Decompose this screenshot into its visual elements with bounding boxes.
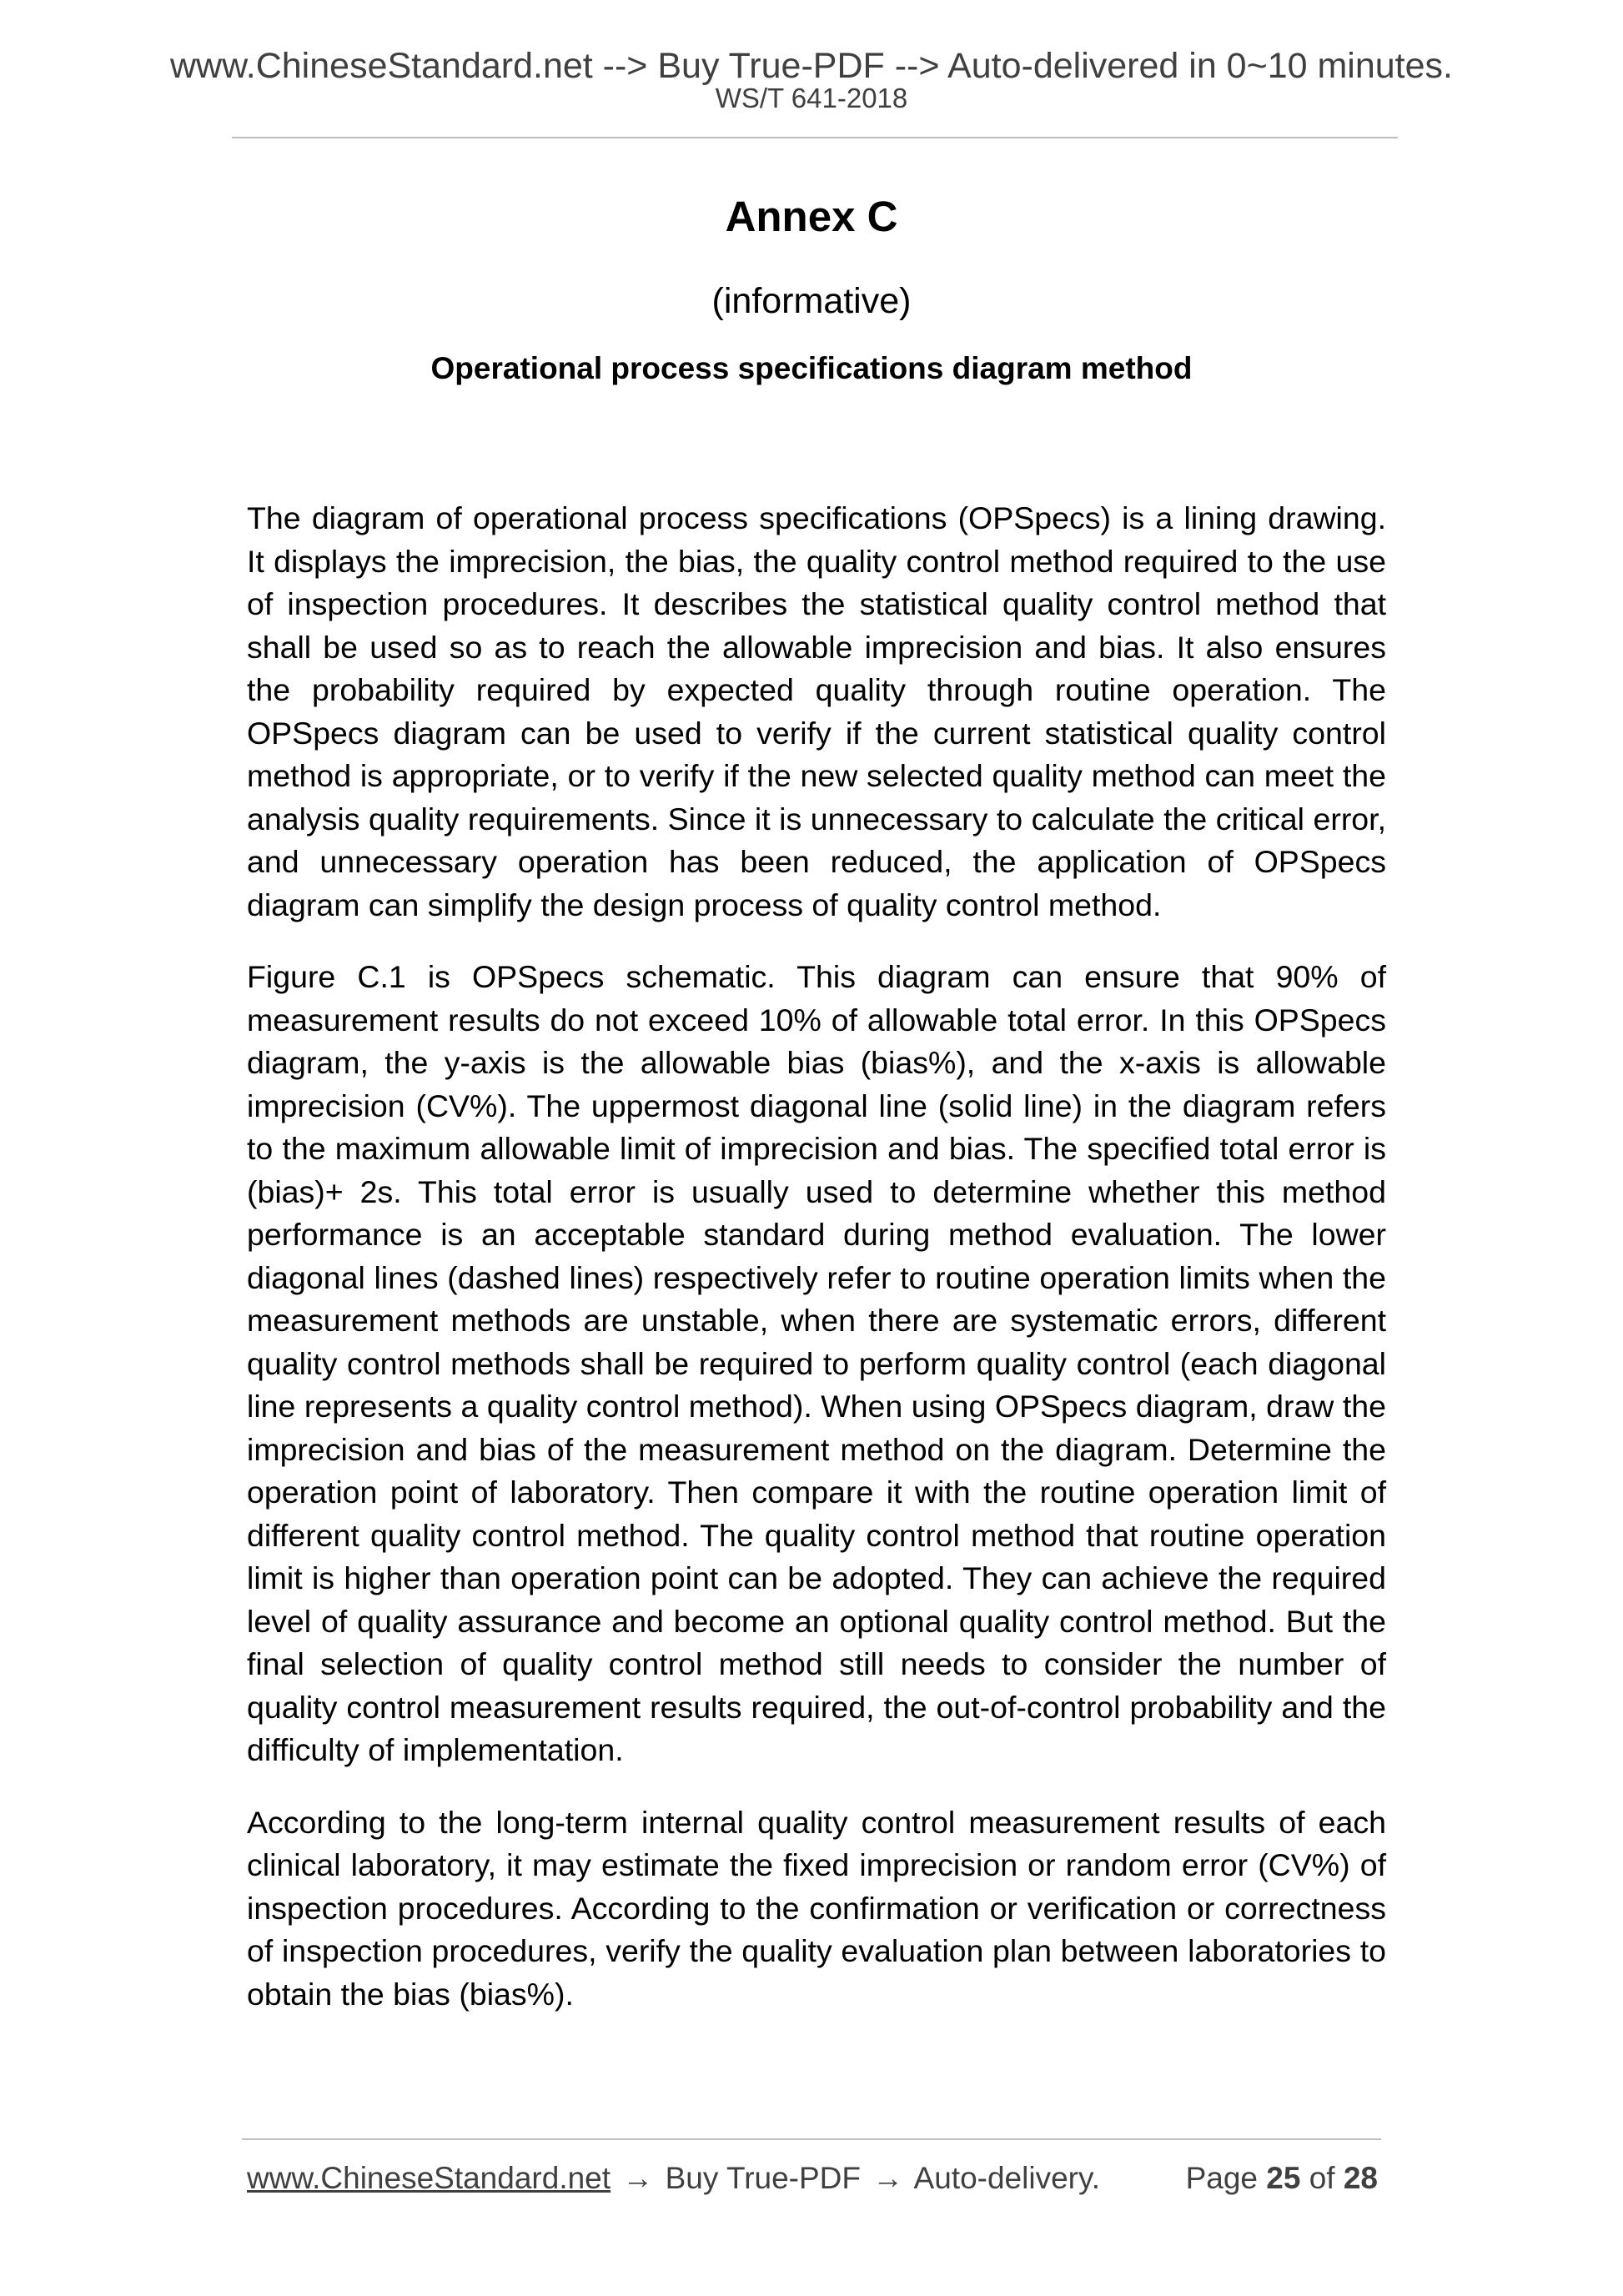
footer-delivery-text: Auto-delivery.: [913, 2161, 1101, 2195]
of-label: of: [1309, 2161, 1335, 2195]
page-indicator: [1186, 2158, 1378, 2199]
footer-buy-text: Buy True-PDF: [665, 2161, 862, 2195]
top-banner: www.ChineseStandard.net --> Buy True-PDF --> Auto-delivered in 0~10 minutes.: [169, 46, 1453, 86]
header-divider: [232, 137, 1398, 138]
paragraph: The diagram of operational process specifications (OPSpecs) is a lining drawing. It displays the imprecision, the bias, the quality control method required to the use of inspection procedures. It describes the statistical quality control method that shall be used so as to reach the allowable imprecision and bias. It also ensures the probability required by expected quality through routine operation. The OPSpecs diagram can be used to verify if the current statistical quality control method is appropriate, or to verify if the new selected quality method can meet the analysis quality requirements. Since it is unnecessary to calculate the critical error, and unnecessary operation has been reduced, the application of OPSpecs diagram can simplify the design process of quality control method.: [247, 500, 1386, 922]
annex-heading: Operational process specifications diagram method: [430, 351, 1193, 385]
annex-nature: (informative): [711, 281, 912, 321]
annex-title: Annex C: [725, 193, 898, 240]
right-arrow-icon: →: [872, 2161, 904, 2195]
footer-promo: [247, 2158, 1100, 2199]
paragraph: Figure C.1 is OPSpecs schematic. This diagram can ensure that 90% of measurement results do not exceed 10% of allowable total error. In this OPSpecs diagram, the y-axis is the allowable bias (bias%), and the x-axis is allowable imprecision (CV%). The uppermost diagonal line (solid line) in the diagram refers to the maximum allowable limit of imprecision and bias. The specified total error is (bias)+ 2s. This total error is usually used to determine whether this method performance is an acceptable standard during method evaluation. The lower diagonal lines (dashed lines) respectively refer to routine operation limits when the measurement methods are unstable, when there are systematic errors, different quality control methods shall be required to perform quality control (each diagonal line represents a quality control method). When using OPSpecs diagram, draw the imprecision and bias of the measurement method on the diagram. Determine the operation point of laboratory. Then compare it with the routine operation limit of different quality control method. The quality control method that routine operation limit is higher than operation point can be adopted. They can achieve the required level of quality assurance and become an optional quality control method. But the final selection of quality control method still needs to consider the number of quality control measurement results required, the out-of-control probability and the difficulty of implementation.: [247, 959, 1386, 1767]
page-number: 25: [1266, 2161, 1301, 2195]
paragraph: According to the long-term internal quality control measurement results of each clinical laboratory, it may estimate the fixed imprecision or random error (CV%) of inspection procedures. According to the confirmation or verification or correctness of inspection procedures, verify the quality evaluation plan between laboratories to obtain the bias (bias%).: [247, 1804, 1386, 2012]
footer-site-link[interactable]: www.ChineseStandard.net: [247, 2161, 611, 2195]
total-pages: 28: [1343, 2161, 1378, 2195]
body-text: [247, 497, 1386, 2045]
standard-code: WS/T 641-2018: [715, 83, 908, 113]
right-arrow-icon: →: [622, 2161, 654, 2195]
page-label: Page: [1185, 2161, 1258, 2195]
footer-divider: [242, 2138, 1381, 2140]
